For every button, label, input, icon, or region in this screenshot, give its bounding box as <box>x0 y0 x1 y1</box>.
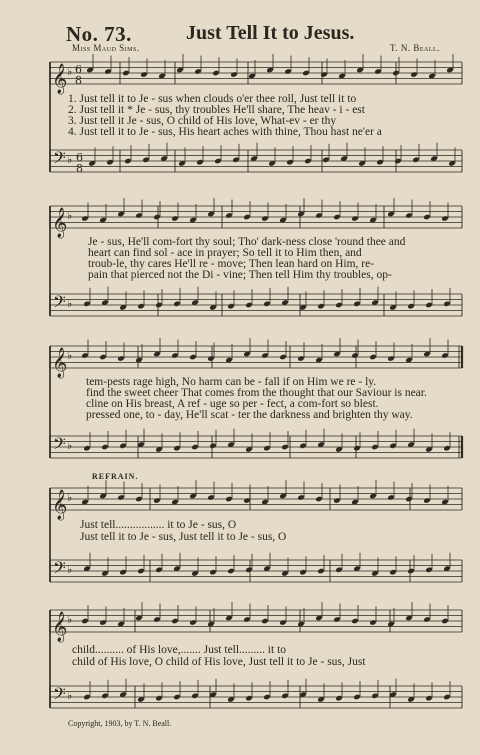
system-3-verse-2: find the sweet cheer That comes from the thought that our Saviour is near. <box>86 387 427 399</box>
treble-clef-icon: 𝄞 <box>52 612 68 642</box>
system-3-verse-4: pressed one, to - day, He'll scat - ter the darkness and brighten thy way. <box>86 409 413 421</box>
treble-clef-icon: 𝄞 <box>52 208 68 238</box>
flat-icon: ♭ <box>67 491 73 504</box>
treble-clef-icon: 𝄞 <box>52 490 68 520</box>
system-1-verse-2: 2. Just tell it * Je - sus, thy troubles He'll share, The heav - i - est <box>68 104 365 116</box>
flat-icon: ♭ <box>67 297 73 310</box>
hymn-title: Just Tell It to Jesus. <box>186 22 355 44</box>
system-2-verse-3: troub-le, thy cares He'll re - move; Then lean hard on Him, re- <box>88 258 375 270</box>
bass-clef-icon: 𝄢 <box>53 147 66 172</box>
system-5-line-1: child.......... of His love,....... Just tell......... it to <box>72 644 287 656</box>
system-2-verse-4: pain that pierced not the Di - vine; Then tell Him thy troubles, op- <box>88 269 392 281</box>
time-signature-bottom: 8 <box>76 162 83 175</box>
system-1-verse-4: 4. Just tell it to Je - sus, His heart aches with thine, Thou hast ne'er a <box>68 126 382 138</box>
system-1-verse-1: 1. Just tell it to Je - sus when clouds o'er thee roll, Just tell it to <box>68 93 357 105</box>
system-1-verse-3: 3. Just tell it Je - sus, O child of His love, What-ev - er thy <box>68 115 337 127</box>
bass-clef-icon: 𝄢 <box>53 557 66 582</box>
time-signature-top: 6 <box>75 63 82 76</box>
system-4-line-1: Just tell................. it to Je - sus, O <box>80 519 237 531</box>
system-3-verse-1: tem-pests rage high, No harm can be - fall if on Him we re - ly. <box>86 376 377 388</box>
flat-icon: ♭ <box>67 65 73 78</box>
time-signature-bottom: 8 <box>75 74 82 87</box>
flat-icon: ♭ <box>67 689 73 702</box>
flat-icon: ♭ <box>67 209 73 222</box>
copyright-notice: Copyright, 1903, by T. N. Beall. <box>68 719 172 728</box>
treble-clef-icon: 𝄞 <box>52 64 68 94</box>
bass-clef-icon: 𝄢 <box>53 433 66 458</box>
system-2-verse-2: heart can find sol - ace in prayer; So tell it to Him then, and <box>88 247 362 259</box>
system-5-line-2: child of His love, O child of His love, Just tell it to Je - sus, Just <box>72 656 366 668</box>
flat-icon: ♭ <box>67 563 73 576</box>
flat-icon: ♭ <box>67 439 73 452</box>
flat-icon: ♭ <box>67 613 73 626</box>
system-2-verse-1: Je - sus, He'll com-fort thy soul; Tho' dark-ness close 'round thee and <box>88 236 406 248</box>
system-4-line-2: Just tell it to Je - sus, Just tell it to Je - sus, O <box>80 531 287 543</box>
treble-clef-icon: 𝄞 <box>52 348 68 378</box>
hymn-number: No. 73. <box>66 22 132 46</box>
composer-credit: T. N. Beall. <box>390 43 440 53</box>
flat-icon: ♭ <box>67 349 73 362</box>
lyricist-credit: Miss Maud Sims. <box>72 43 140 53</box>
bass-clef-icon: 𝄢 <box>53 683 66 708</box>
time-signature-top: 6 <box>76 151 83 164</box>
system-3-verse-3: cline on His breast, A ref - uge so per - fect, a com-fort so blest. <box>86 398 379 410</box>
refrain-label: REFRAIN. <box>92 472 139 481</box>
flat-icon: ♭ <box>67 153 73 166</box>
bass-clef-icon: 𝄢 <box>53 291 66 316</box>
